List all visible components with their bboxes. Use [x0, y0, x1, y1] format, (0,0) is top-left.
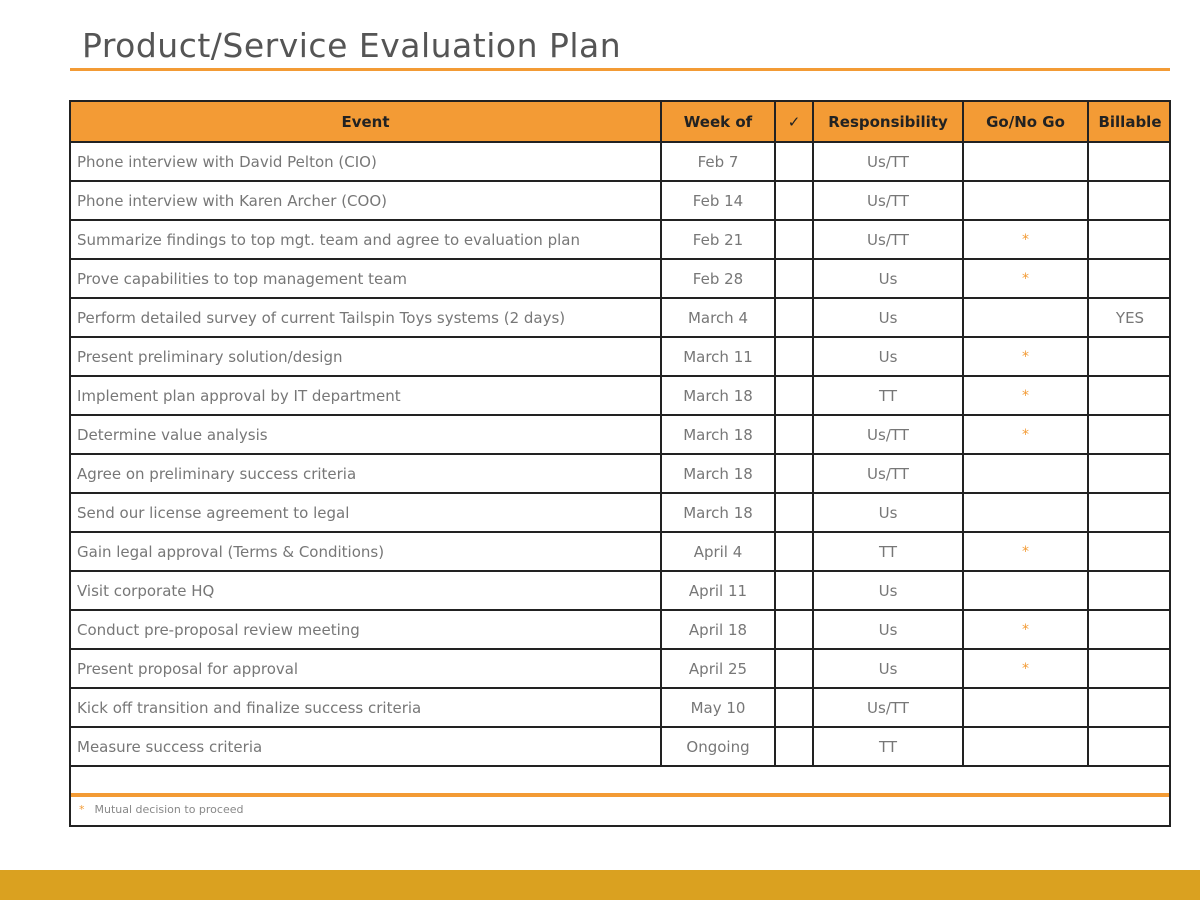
cell-check — [775, 610, 813, 649]
cell-responsibility: Us — [813, 610, 963, 649]
cell-billable — [1088, 337, 1171, 376]
cell-billable — [1088, 220, 1171, 259]
cell-go-no-go — [963, 298, 1088, 337]
table-body — [70, 142, 1171, 766]
cell-responsibility: Us/TT — [813, 142, 963, 181]
cell-event: Phone interview with David Pelton (CIO) — [70, 142, 661, 181]
cell-check — [775, 337, 813, 376]
cell-billable — [1088, 454, 1171, 493]
title-divider — [70, 68, 1170, 71]
cell-event: Present preliminary solution/design — [70, 337, 661, 376]
cell-check — [775, 688, 813, 727]
cell-week-of: March 4 — [661, 298, 775, 337]
cell-week-of: May 10 — [661, 688, 775, 727]
cell-responsibility: Us/TT — [813, 415, 963, 454]
cell-go-no-go — [963, 571, 1088, 610]
cell-week-of: April 18 — [661, 610, 775, 649]
header-go-no-go: Go/No Go — [963, 101, 1088, 142]
cell-week-of: Feb 21 — [661, 220, 775, 259]
table-row — [70, 337, 1171, 376]
cell-check — [775, 259, 813, 298]
cell-week-of: April 4 — [661, 532, 775, 571]
cell-billable — [1088, 610, 1171, 649]
evaluation-plan-table-frame — [69, 100, 1171, 827]
cell-responsibility: Us/TT — [813, 454, 963, 493]
cell-go-no-go: * — [963, 220, 1088, 259]
cell-event: Send our license agreement to legal — [70, 493, 661, 532]
cell-billable — [1088, 415, 1171, 454]
cell-go-no-go — [963, 688, 1088, 727]
table-row — [70, 571, 1171, 610]
footnote-mark: * — [79, 803, 85, 816]
cell-event: Conduct pre-proposal review meeting — [70, 610, 661, 649]
header-responsibility: Responsibility — [813, 101, 963, 142]
cell-billable — [1088, 727, 1171, 766]
header-check: ✓ — [775, 101, 813, 142]
table-header-row — [70, 101, 1171, 142]
cell-go-no-go: * — [963, 532, 1088, 571]
cell-go-no-go: * — [963, 376, 1088, 415]
cell-billable — [1088, 493, 1171, 532]
evaluation-plan-table — [69, 100, 1171, 767]
cell-check — [775, 376, 813, 415]
cell-event: Prove capabilities to top management team — [70, 259, 661, 298]
cell-go-no-go — [963, 454, 1088, 493]
cell-responsibility: Us — [813, 298, 963, 337]
cell-responsibility: Us — [813, 337, 963, 376]
cell-billable — [1088, 532, 1171, 571]
cell-responsibility: TT — [813, 376, 963, 415]
cell-event: Kick off transition and finalize success criteria — [70, 688, 661, 727]
footnote-text: Mutual decision to proceed — [94, 803, 244, 816]
cell-go-no-go: * — [963, 337, 1088, 376]
cell-billable — [1088, 688, 1171, 727]
cell-event: Measure success criteria — [70, 727, 661, 766]
cell-week-of: March 11 — [661, 337, 775, 376]
cell-week-of: April 25 — [661, 649, 775, 688]
cell-check — [775, 298, 813, 337]
footer-band — [0, 870, 1200, 900]
page-title: Product/Service Evaluation Plan — [82, 26, 622, 65]
cell-week-of: March 18 — [661, 493, 775, 532]
header-event: Event — [70, 101, 661, 142]
cell-check — [775, 649, 813, 688]
cell-check — [775, 181, 813, 220]
cell-responsibility: Us — [813, 571, 963, 610]
cell-go-no-go: * — [963, 259, 1088, 298]
cell-event: Present proposal for approval — [70, 649, 661, 688]
table-row — [70, 454, 1171, 493]
cell-billable — [1088, 181, 1171, 220]
cell-billable — [1088, 571, 1171, 610]
cell-event: Summarize findings to top mgt. team and agree to evaluation plan — [70, 220, 661, 259]
cell-billable: YES — [1088, 298, 1171, 337]
table-row — [70, 298, 1171, 337]
table-row — [70, 532, 1171, 571]
cell-check — [775, 415, 813, 454]
cell-go-no-go — [963, 142, 1088, 181]
cell-responsibility: TT — [813, 727, 963, 766]
cell-check — [775, 142, 813, 181]
cell-billable — [1088, 142, 1171, 181]
cell-go-no-go: * — [963, 415, 1088, 454]
header-week-of: Week of — [661, 101, 775, 142]
cell-go-no-go: * — [963, 649, 1088, 688]
cell-check — [775, 532, 813, 571]
cell-event: Determine value analysis — [70, 415, 661, 454]
table-row — [70, 376, 1171, 415]
cell-responsibility: Us/TT — [813, 181, 963, 220]
cell-billable — [1088, 259, 1171, 298]
cell-week-of: March 18 — [661, 454, 775, 493]
table-row — [70, 649, 1171, 688]
cell-event: Gain legal approval (Terms & Conditions) — [70, 532, 661, 571]
table-row — [70, 610, 1171, 649]
cell-week-of: Feb 28 — [661, 259, 775, 298]
cell-week-of: Ongoing — [661, 727, 775, 766]
cell-event: Phone interview with Karen Archer (COO) — [70, 181, 661, 220]
table-row — [70, 220, 1171, 259]
cell-event: Implement plan approval by IT department — [70, 376, 661, 415]
header-billable: Billable — [1088, 101, 1171, 142]
cell-go-no-go: * — [963, 610, 1088, 649]
table-row — [70, 142, 1171, 181]
table-row — [70, 259, 1171, 298]
cell-check — [775, 493, 813, 532]
cell-week-of: Feb 7 — [661, 142, 775, 181]
cell-responsibility: TT — [813, 532, 963, 571]
cell-go-no-go — [963, 181, 1088, 220]
cell-go-no-go — [963, 493, 1088, 532]
cell-responsibility: Us — [813, 259, 963, 298]
cell-go-no-go — [963, 727, 1088, 766]
cell-check — [775, 727, 813, 766]
table-row — [70, 415, 1171, 454]
table-row — [70, 688, 1171, 727]
cell-billable — [1088, 376, 1171, 415]
footnote — [71, 793, 1169, 825]
cell-billable — [1088, 649, 1171, 688]
table-row — [70, 493, 1171, 532]
cell-responsibility: Us/TT — [813, 220, 963, 259]
cell-week-of: Feb 14 — [661, 181, 775, 220]
cell-check — [775, 571, 813, 610]
table-row — [70, 181, 1171, 220]
cell-check — [775, 454, 813, 493]
cell-event: Agree on preliminary success criteria — [70, 454, 661, 493]
cell-responsibility: Us/TT — [813, 688, 963, 727]
cell-check — [775, 220, 813, 259]
cell-responsibility: Us — [813, 493, 963, 532]
cell-event: Visit corporate HQ — [70, 571, 661, 610]
cell-week-of: March 18 — [661, 415, 775, 454]
table-row — [70, 727, 1171, 766]
cell-week-of: March 18 — [661, 376, 775, 415]
cell-week-of: April 11 — [661, 571, 775, 610]
cell-event: Perform detailed survey of current Tailspin Toys systems (2 days) — [70, 298, 661, 337]
cell-responsibility: Us — [813, 649, 963, 688]
